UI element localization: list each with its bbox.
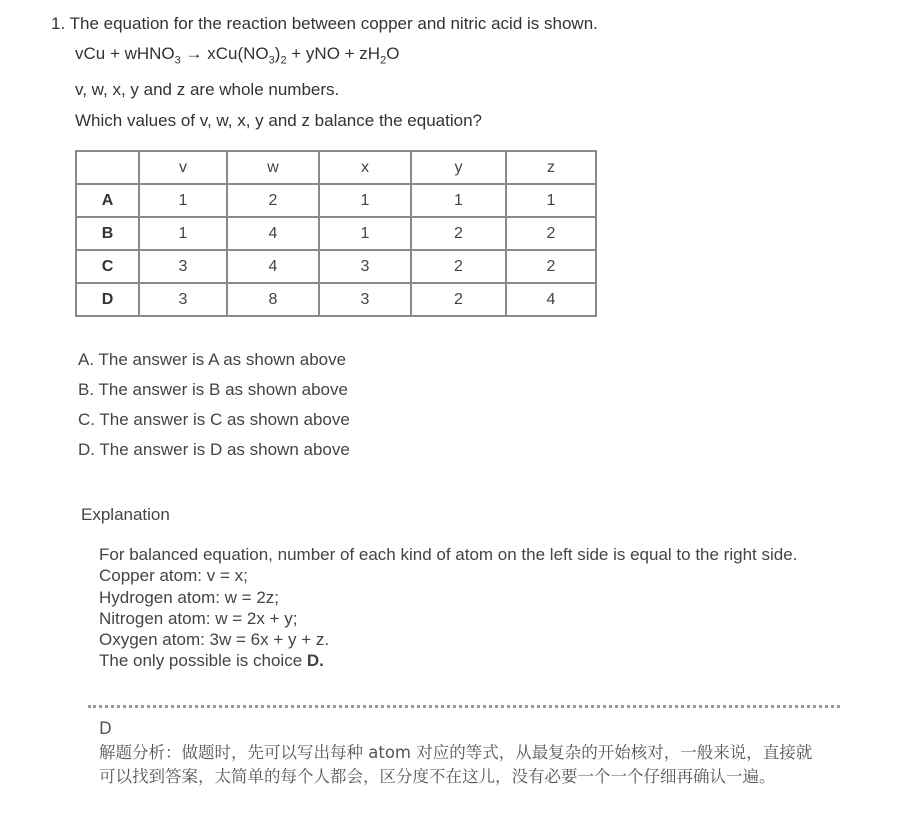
equation-part: + yNO + zH	[286, 44, 381, 63]
table-cell: 3	[319, 283, 411, 316]
explanation-body	[99, 544, 799, 672]
answer-analysis: 解题分析：做题时，先可以写出每种 atom 对应的等式，从最复杂的开始核对，一般来说，直接就可以找到答案，太简单的每个人都会，区分度不在这儿，没有必要一个一个仔细再确认一遍。	[99, 743, 813, 786]
table-cell: 1	[411, 184, 506, 217]
table-cell: 2	[506, 217, 596, 250]
chemical-equation	[75, 44, 399, 66]
conclusion-text: The only possible is choice	[99, 651, 307, 671]
table-header-row	[76, 151, 596, 184]
equation-part: vCu + wHNO	[75, 44, 175, 63]
question-prompt: The equation for the reaction between copper and nitric acid is shown.	[69, 14, 598, 33]
explanation-conclusion	[99, 650, 799, 671]
explanation-intro: For balanced equation, number of each kind of atom on the left side is equal to the right side.	[99, 545, 798, 564]
equation-part: → xCu(NO	[180, 44, 269, 63]
equation-part: O	[386, 44, 400, 63]
question-note: v, w, x, y and z are whole numbers.	[75, 80, 340, 99]
equation-part: )	[274, 44, 281, 63]
table-cell: 2	[411, 250, 506, 283]
answer-section	[99, 717, 819, 789]
question-number: 1.	[51, 14, 66, 33]
table-cell: 8	[227, 283, 319, 316]
table-row	[76, 184, 596, 217]
table-header-cell: w	[227, 151, 319, 184]
conclusion-answer: D.	[306, 651, 324, 671]
table-cell: 1	[139, 184, 227, 217]
explanation-title: Explanation	[81, 505, 170, 524]
equation-subscript: 2	[280, 54, 287, 67]
choice-a[interactable]: A. The answer is A as shown above	[78, 350, 347, 369]
explanation-line: Hydrogen atom: w = 2z;	[99, 587, 280, 607]
choice-c[interactable]: C. The answer is C as shown above	[78, 410, 350, 429]
row-label: B	[76, 217, 139, 250]
table-cell: 4	[227, 250, 319, 283]
table-header-cell: y	[411, 151, 506, 184]
table-cell: 3	[139, 250, 227, 283]
question-ask: Which values of v, w, x, y and z balance the equation?	[75, 111, 482, 130]
equation-subscript: 3	[268, 54, 275, 67]
table-cell: 2	[411, 217, 506, 250]
table-header-cell: v	[139, 151, 227, 184]
dotted-divider	[88, 705, 840, 708]
table-row	[76, 217, 596, 250]
row-label: A	[76, 184, 139, 217]
table-cell: 4	[227, 217, 319, 250]
table-cell: 1	[319, 184, 411, 217]
answer-choices	[78, 348, 350, 468]
equation-subscript: 3	[174, 54, 181, 67]
table-header-cell: x	[319, 151, 411, 184]
row-label: D	[76, 283, 139, 316]
choice-b[interactable]: B. The answer is B as shown above	[78, 380, 348, 399]
table-cell: 4	[506, 283, 596, 316]
table-cell: 3	[319, 250, 411, 283]
table-header-cell: z	[506, 151, 596, 184]
equation-subscript: 2	[380, 54, 387, 67]
table-cell: 2	[506, 250, 596, 283]
question-header	[51, 14, 598, 34]
row-label: C	[76, 250, 139, 283]
answer-letter: D	[99, 719, 112, 738]
explanation-line: Oxygen atom: 3w = 6x + y + z.	[99, 630, 330, 650]
table-cell: 3	[139, 283, 227, 316]
table-cell: 1	[319, 217, 411, 250]
options-table	[75, 150, 597, 317]
table-header-cell	[76, 151, 139, 184]
table-cell: 2	[227, 184, 319, 217]
table-cell: 2	[411, 283, 506, 316]
table-row	[76, 250, 596, 283]
explanation-line: Nitrogen atom: w = 2x + y;	[99, 608, 298, 628]
choice-d[interactable]: D. The answer is D as shown above	[78, 440, 350, 459]
table-cell: 1	[506, 184, 596, 217]
table-row	[76, 283, 596, 316]
explanation-line: Copper atom: v = x;	[99, 566, 248, 586]
table-cell: 1	[139, 217, 227, 250]
